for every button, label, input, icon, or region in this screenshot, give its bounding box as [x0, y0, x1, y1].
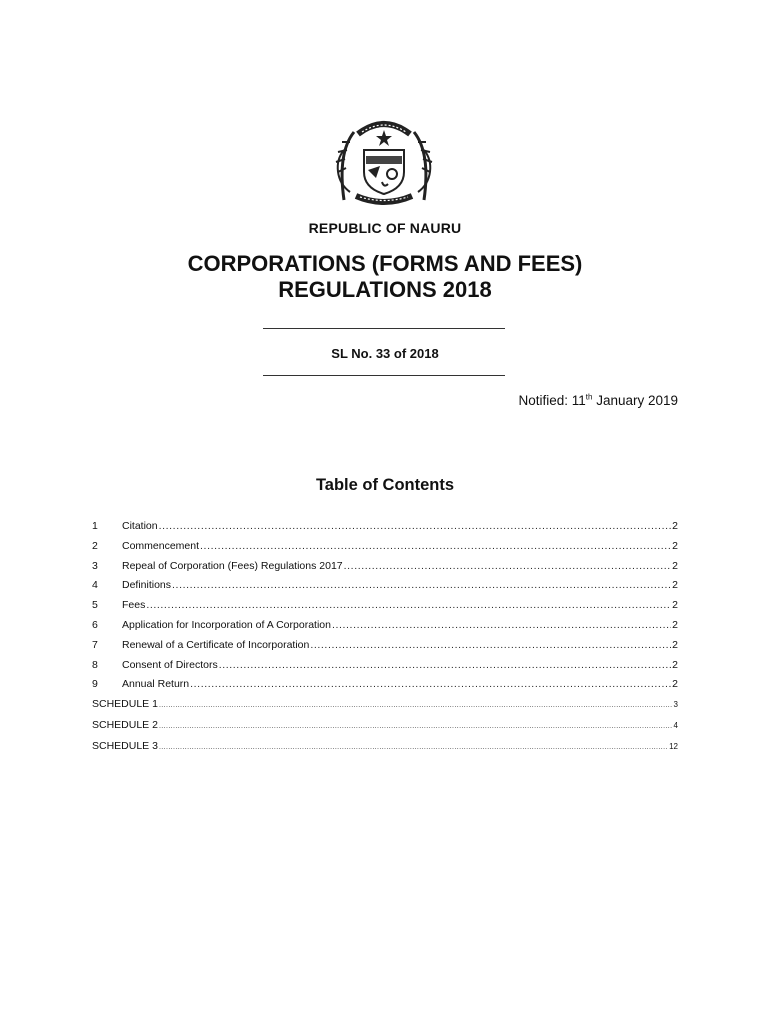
toc-item-number: 8: [92, 658, 98, 671]
toc-item-citation[interactable]: [92, 520, 678, 540]
toc-item-page: 2: [672, 539, 678, 552]
toc-leader-dots: [159, 744, 668, 751]
toc-item-commencement[interactable]: [92, 540, 678, 560]
title-line-2: REGULATIONS 2018: [278, 277, 492, 302]
toc-schedule-label: SCHEDULE 1: [92, 698, 158, 711]
republic-heading: REPUBLIC OF NAURU: [308, 220, 462, 236]
divider-top: [263, 328, 505, 329]
toc-schedule-2[interactable]: [92, 719, 678, 740]
toc-item-application[interactable]: [92, 619, 678, 639]
toc-leader-dots: [172, 579, 671, 591]
toc-item-number: 2: [92, 539, 98, 552]
toc-leader-dots: [310, 639, 671, 651]
toc-item-number: 3: [92, 559, 98, 572]
document-title: [0, 251, 770, 303]
toc-item-consent[interactable]: [92, 659, 678, 679]
toc-item-label: Consent of Directors: [122, 658, 218, 671]
toc-item-number: 1: [92, 520, 98, 532]
toc-leader-dots: [159, 723, 673, 730]
toc-schedule-page: 3: [673, 700, 678, 710]
toc-leader-dots: [219, 659, 671, 671]
toc-item-label: Annual Return: [122, 678, 190, 691]
toc-item-label: Definitions: [122, 579, 172, 592]
toc-leader-dots: [146, 599, 671, 611]
toc-item-label: Repeal of Corporation (Fees) Regulations 2017: [122, 559, 343, 572]
toc-item-label: Commencement: [122, 539, 200, 552]
toc-schedule-1[interactable]: [92, 698, 678, 719]
table-of-contents: [92, 520, 678, 761]
toc-leader-dots: [200, 540, 671, 552]
notified-month-year: January 2019: [592, 393, 678, 408]
toc-item-repeal[interactable]: [92, 560, 678, 580]
toc-schedule-label: SCHEDULE 3: [92, 740, 158, 753]
toc-item-label: Citation: [122, 520, 158, 532]
toc-item-page: 2: [672, 618, 678, 631]
toc-leader-dots: [159, 702, 673, 709]
toc-schedule-3[interactable]: [92, 740, 678, 761]
toc-item-number: 6: [92, 618, 98, 631]
toc-item-page: 2: [672, 638, 678, 651]
toc-item-renewal[interactable]: [92, 639, 678, 659]
sl-number: SL No. 33 of 2018: [331, 346, 439, 361]
toc-item-annual-return[interactable]: [92, 678, 678, 698]
notified-prefix: Notified: 11: [518, 393, 586, 408]
toc-item-page: 2: [672, 658, 678, 671]
toc-leader-dots: [159, 520, 672, 532]
toc-title: Table of Contents: [315, 476, 455, 494]
divider-bottom: [263, 375, 505, 376]
toc-item-page: 2: [672, 559, 678, 572]
toc-item-page: 2: [672, 678, 678, 691]
toc-item-number: 9: [92, 678, 98, 691]
title-line-1: CORPORATIONS (FORMS AND FEES): [187, 251, 583, 276]
toc-schedule-page: 4: [673, 721, 678, 731]
toc-item-page: 2: [672, 579, 678, 592]
toc-item-number: 5: [92, 599, 98, 612]
toc-schedule-label: SCHEDULE 2: [92, 719, 158, 732]
notified-suffix-sup: th: [585, 392, 593, 402]
toc-schedule-page: 12: [669, 742, 678, 752]
toc-leader-dots: [190, 678, 671, 690]
toc-item-label: Renewal of a Certificate of Incorporation: [122, 638, 310, 651]
toc-item-label: Application for Incorporation of A Corporation: [122, 618, 331, 631]
toc-leader-dots: [332, 619, 671, 631]
toc-item-definitions[interactable]: [92, 579, 678, 599]
toc-item-fees[interactable]: [92, 599, 678, 619]
toc-leader-dots: [344, 560, 672, 572]
toc-item-page: 2: [672, 599, 678, 612]
toc-item-number: 4: [92, 579, 98, 592]
toc-item-page: 2: [672, 520, 678, 532]
notified-date: [518, 393, 678, 408]
coat-of-arms-icon: [330, 112, 438, 208]
toc-item-label: Fees: [122, 599, 146, 612]
toc-item-number: 7: [92, 638, 98, 651]
